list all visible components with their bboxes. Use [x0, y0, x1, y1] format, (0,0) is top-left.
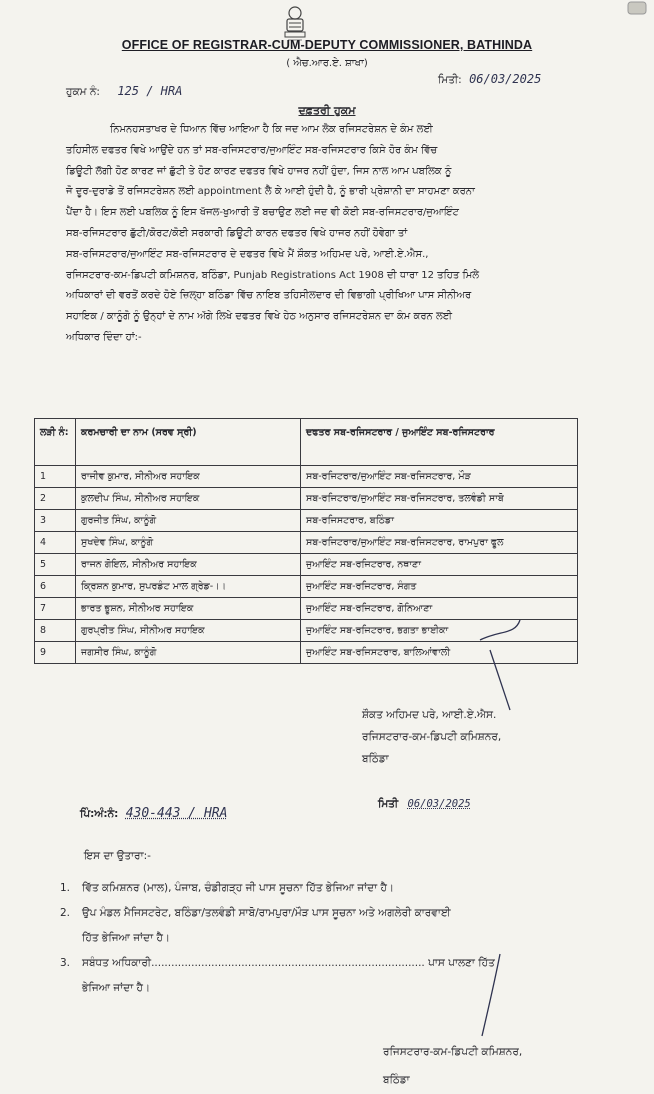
signatory-designation: ਰਜਿਸਟਰਾਰ-ਕਮ-ਡਿਪਟੀ ਕਮਿਸ਼ਨਰ, [362, 731, 502, 743]
item-line: ਵਿੱਤ ਕਮਿਸ਼ਨਰ (ਮਾਲ), ਪੰਜਾਬ, ਚੰਡੀਗੜ੍ਹ ਜੀ ਪਾਸ ਸੂਚਨਾ ਹਿੱਤ ਭੇਜਿਆ ਜਾਂਦਾ ਹੈ। [82, 882, 395, 894]
cell-serial: 5 [35, 554, 76, 576]
item-line: ਭੇਜਿਆ ਜਾਂਦਾ ਹੈ। [82, 982, 151, 994]
cell-serial: 2 [35, 488, 76, 510]
cell-office: ਸਬ-ਰਜਿਟਰਾਰ/ਜੁਆਇੰਟ ਸਬ-ਰਜਿਸਟਰਾਰ, ਰਾਮਪੁਰਾ ਫੂਲ [301, 532, 578, 554]
cell-employee: ਗੁਰਜੀਤ ਸਿੰਘ, ਕਾਨੂੰਗੋ [76, 510, 301, 532]
copy-heading: ਇਸ ਦਾ ਉਤਾਰਾ:- [84, 850, 151, 862]
cell-serial: 8 [35, 620, 76, 642]
date-label: ਮਿਤੀ: [438, 74, 462, 86]
list-item [60, 901, 620, 951]
table-header-row [35, 419, 578, 466]
cell-serial: 4 [35, 532, 76, 554]
list-item [60, 876, 620, 901]
header-serial: ਲੜੀ ਨੰ: [35, 419, 76, 466]
endorsement-label: ਪਿੰ:ਅੰ:ਨੰ: [80, 808, 119, 820]
body-line: ਤਹਿਸੀਲ ਦਫਤਰ ਵਿਖੇ ਆਉਂਦੇ ਹਨ ਤਾਂ ਸਬ-ਰਜਿਸਟਰਾਰ/ਜੁਆਇੰਟ ਸਬ-ਰਜਿਸਟਰਾਰ ਕਿਸੇ ਹੋਰ ਕੰਮ ਵਿੱਚ [66, 144, 438, 156]
cell-employee: ਗੁਰਪ੍ਰੀਤ ਸਿੰਘ, ਸੀਨੀਅਰ ਸਹਾਇਕ [76, 620, 301, 642]
state-emblem-icon [276, 2, 314, 42]
order-label: ਹੁਕਮ ਨੰ: [66, 86, 100, 98]
header-office: ਦਫਤਰ ਸਬ-ਰਜਿਸਟਰਾਰ / ਜੁਆਇੰਟ ਸਬ-ਰਜਿਸਟਰਾਰ [301, 419, 578, 466]
branch-name: ( ਐਚ.ਆਰ.ਏ. ਸ਼ਾਖਾ) [286, 58, 368, 69]
list-item [60, 951, 620, 1001]
item-line: ਸਬੰਧਤ ਅਧਿਕਾਰੀ.................................................................................. ਪਾਸ ਪਾਲਣਾ ਹਿੱਤ [82, 957, 495, 969]
cell-serial: 3 [35, 510, 76, 532]
signature-block [362, 704, 501, 770]
table-row [35, 488, 578, 510]
cell-employee: ਰਾਜੀਵ ਕੁਮਾਰ, ਸੀਨੀਅਰ ਸਹਾਇਕ [76, 466, 301, 488]
body-line: ਅਧਿਕਾਰਾਂ ਦੀ ਵਰਤੋਂ ਕਰਦੇ ਹੋਏ ਜ਼ਿਲ੍ਹਾ ਬਠਿੰਡਾ ਵਿੱਚ ਨਾਇਬ ਤਹਿਸੀਲਦਾਰ ਦੀ ਵਿਭਾਗੀ ਪ੍ਰੀਖਿਆ ਪਾਸ ਸੀਨੀਅਰ [66, 290, 472, 302]
body-line: ਸਹਾਇਕ / ਕਾਨੂੰਗੋ ਨੂੰ ਉਨ੍ਹਾਂ ਦੇ ਨਾਮ ਅੱਗੇ ਲਿਖੇ ਦਫਤਰ ਵਿਖੇ ਹੇਠ ਅਨੁਸਾਰ ਰਜਿਸਟਰੇਸ਼ਨ ਦਾ ਕੰਮ ਕਰਨ ਲਈ [66, 311, 453, 323]
body-line: ਪੈਂਦਾ ਹੈ। ਇਸ ਲਈ ਪਬਲਿਕ ਨੂੰ ਇਸ ਖੱਜਲ-ਖੁਆਰੀ ਤੋਂ ਬਚਾਉਣ ਲਈ ਜਦ ਵੀ ਕੋਈ ਸਬ-ਰਜਿਸਟਰਾਰ/ਜੁਆਇੰਟ [66, 207, 459, 219]
body-line: ਰਜਿਸਟਰਾਰ-ਕਮ-ਡਿਪਟੀ ਕਮਿਸ਼ਨਰ, ਬਠਿੰਡਾ, Punjab Registrations Act 1908 ਦੀ ਧਾਰਾ 12 ਤਹਿਤ ਮਿਲੇ [66, 269, 480, 281]
copy-list [60, 876, 620, 1001]
order-number [66, 84, 182, 99]
signatory-place: ਬਠਿੰਡਾ [362, 753, 389, 765]
item-line: ਉਪ ਮੰਡਲ ਮੈਜਿਸਟਰੇਟ, ਬਠਿੰਡਾ/ਤਲਵੰਡੀ ਸਾਬੋ/ਰਾਮਪੁਰਾ/ਮੌੜ ਪਾਸ ਸੂਚਨਾ ਅਤੇ ਅਗਲੇਰੀ ਕਾਰਵਾਈ [82, 907, 451, 919]
order-number-value: 125 / HRA [117, 84, 183, 98]
sig-date-value: 06/03/2025 [407, 798, 471, 810]
corner-mark-icon [624, 0, 654, 18]
cell-office: ਜੁਆਇੰਟ ਸਬ-ਰਜਿਸਟਰਾਰ, ਬਾਲਿਆਂਵਾਲੀ [301, 642, 578, 664]
footer-designation: ਰਜਿਸਟਰਾਰ-ਕਮ-ਡਿਪਟੀ ਕਮਿਸ਼ਨਰ, [383, 1046, 523, 1058]
footer-signature [383, 1038, 522, 1094]
body-line: ਨਿਮਨਹਸਤਾਖਰ ਦੇ ਧਿਆਨ ਵਿੱਚ ਆਇਆ ਹੈ ਕਿ ਜਦ ਆਮ ਲੋਕ ਰਜਿਸਟਰੇਸ਼ਨ ਦੇ ਕੰਮ ਲਈ [110, 124, 433, 135]
body-line: ਜੋ ਦੂਰ-ਦੁਰਾਡੇ ਤੋਂ ਰਜਿਸਟਰੇਸ਼ਨ ਲਈ appointment ਲੈ ਕੇ ਆਈ ਹੁੰਦੀ ਹੈ, ਨੂੰ ਭਾਰੀ ਪ੍ਰੇਸ਼ਾਨੀ ਦਾ ਸਾਹਮਣਾ ਕਰਨਾ [66, 186, 475, 198]
table-row [35, 510, 578, 532]
pen-stroke-icon [470, 950, 520, 1040]
cell-office: ਜੁਆਇੰਟ ਸਬ-ਰਜਿਟਰਾਰ, ਸੰਗਤ [301, 576, 578, 598]
item-number: 3. [60, 957, 71, 969]
cell-office: ਸਬ-ਰਜਿਸਟਰਾਰ, ਬਠਿੰਡਾ [301, 510, 578, 532]
cell-office: ਸਬ-ਰਜਿਟਰਾਰ/ਜੁਆਇੰਟ ਸਬ-ਰਜਿਸਟਰਾਰ, ਮੌੜ [301, 466, 578, 488]
cell-office: ਜੁਆਇੰਟ ਸਬ-ਰਜਿਟਰਾਰ, ਗੋਨਿਆਣਾ [301, 598, 578, 620]
signature-date [378, 798, 471, 811]
order-body [66, 120, 586, 349]
cell-employee: ਭਾਰਤ ਭੂਸ਼ਨ, ਸੀਨੀਅਰ ਸਹਾਇਕ [76, 598, 301, 620]
cell-employee: ਜਗਸੀਰ ਸਿੰਘ, ਕਾਨੂੰਗੋ [76, 642, 301, 664]
item-number: 2. [60, 907, 71, 919]
body-line: ਅਧਿਕਾਰ ਦਿੰਦਾ ਹਾਂ:- [66, 331, 142, 343]
table-row [35, 554, 578, 576]
order-title: ਦਫ਼ਤਰੀ ਹੁਕਮ [298, 104, 356, 117]
cell-serial: 9 [35, 642, 76, 664]
table-row [35, 576, 578, 598]
header-employee: ਕਰਮਚਾਰੀ ਦਾ ਨਾਮ (ਸਰਵ ਸ੍ਰੀ) [76, 419, 301, 466]
item-line: ਹਿੱਤ ਭੇਜਿਆ ਜਾਂਦਾ ਹੈ। [82, 932, 170, 944]
cell-employee: ਰਾਜਨ ਗੋਇਲ, ਸੀਨੀਅਰ ਸਹਾਇਕ [76, 554, 301, 576]
date-value: 06/03/2025 [469, 72, 542, 86]
cell-office: ਜੁਆਇੰਟ ਸਬ-ਰਜਿਟਰਾਰ, ਨਥਾਣਾ [301, 554, 578, 576]
cell-employee: ਕ੍ਰਿਸ਼ਨ ਕੁਮਾਰ, ਸੁਪਰਡੰਟ ਮਾਲ ਗ੍ਰੇਡ-।। [76, 576, 301, 598]
item-number: 1. [60, 882, 71, 894]
body-line: ਸਬ-ਰਜਿਸਟਰਾਰ/ਜੁਆਇੰਟ ਸਬ-ਰਜਿਸਟਰਾਰ ਦੇ ਦਫਤਰ ਵਿਖੇ ਮੈਂ ਸ਼ੌਕਤ ਅਹਿਮਦ ਪਰੇ, ਆਈ.ਏ.ਐਸ., [66, 248, 429, 260]
cell-serial: 1 [35, 466, 76, 488]
table-row [35, 532, 578, 554]
cell-office: ਸਬ-ਰਜਿਟਰਾਰ/ਜੁਆਇੰਟ ਸਬ-ਰਜਿਸਟਰਾਰ, ਤਲਵੰਡੀ ਸਾਬੋ [301, 488, 578, 510]
signatory-name: ਸ਼ੌਕਤ ਅਹਿਮਦ ਪਰੇ, ਆਈ.ਏ.ਐਸ. [362, 709, 497, 721]
endorsement-value: 430-443 / HRA [125, 806, 228, 821]
cell-employee: ਸੁਖਦੇਵ ਸਿੰਘ, ਕਾਨੂੰਗੋ [76, 532, 301, 554]
body-line: ਸਬ-ਰਜਿਸਟਰਾਰ ਛੁੱਟੀ/ਕੋਰਟ/ਕੋਈ ਸਰਕਾਰੀ ਡਿਊਟੀ ਕਾਰਨ ਦਫਤਰ ਵਿਖੇ ਹਾਜਰ ਨਹੀਂ ਹੋਵੇਗਾ ਤਾਂ [66, 227, 408, 239]
cell-serial: 6 [35, 576, 76, 598]
order-date [438, 72, 541, 87]
office-heading: OFFICE OF REGISTRAR-CUM-DEPUTY COMMISSIONER, BATHINDA [121, 38, 533, 52]
cell-employee: ਕੁਲਦੀਪ ਸਿੰਘ, ਸੀਨੀਅਰ ਸਹਾਇਕ [76, 488, 301, 510]
cell-serial: 7 [35, 598, 76, 620]
cell-office: ਜੁਆਇੰਟ ਸਬ-ਰਜਿਟਰਾਰ, ਭਗਤਾ ਭਾਈਕਾ [301, 620, 578, 642]
sig-date-label: ਮਿਤੀ [378, 798, 399, 810]
table-row [35, 466, 578, 488]
footer-place: ਬਠਿੰਡਾ [383, 1074, 410, 1086]
body-line: ਡਿਊਟੀ ਲੱਗੀ ਹੋਣ ਕਾਰਣ ਜਾਂ ਛੁੱਟੀ ਤੇ ਹੋਣ ਕਾਰਣ ਦਫਤਰ ਵਿਖੇ ਹਾਜਰ ਨਹੀਂ ਹੁੰਦਾ, ਜਿਸ ਨਾਲ ਆਮ ਪਬਲਿਕ ਨੂੰ [66, 165, 452, 177]
endorsement-number [80, 806, 227, 821]
